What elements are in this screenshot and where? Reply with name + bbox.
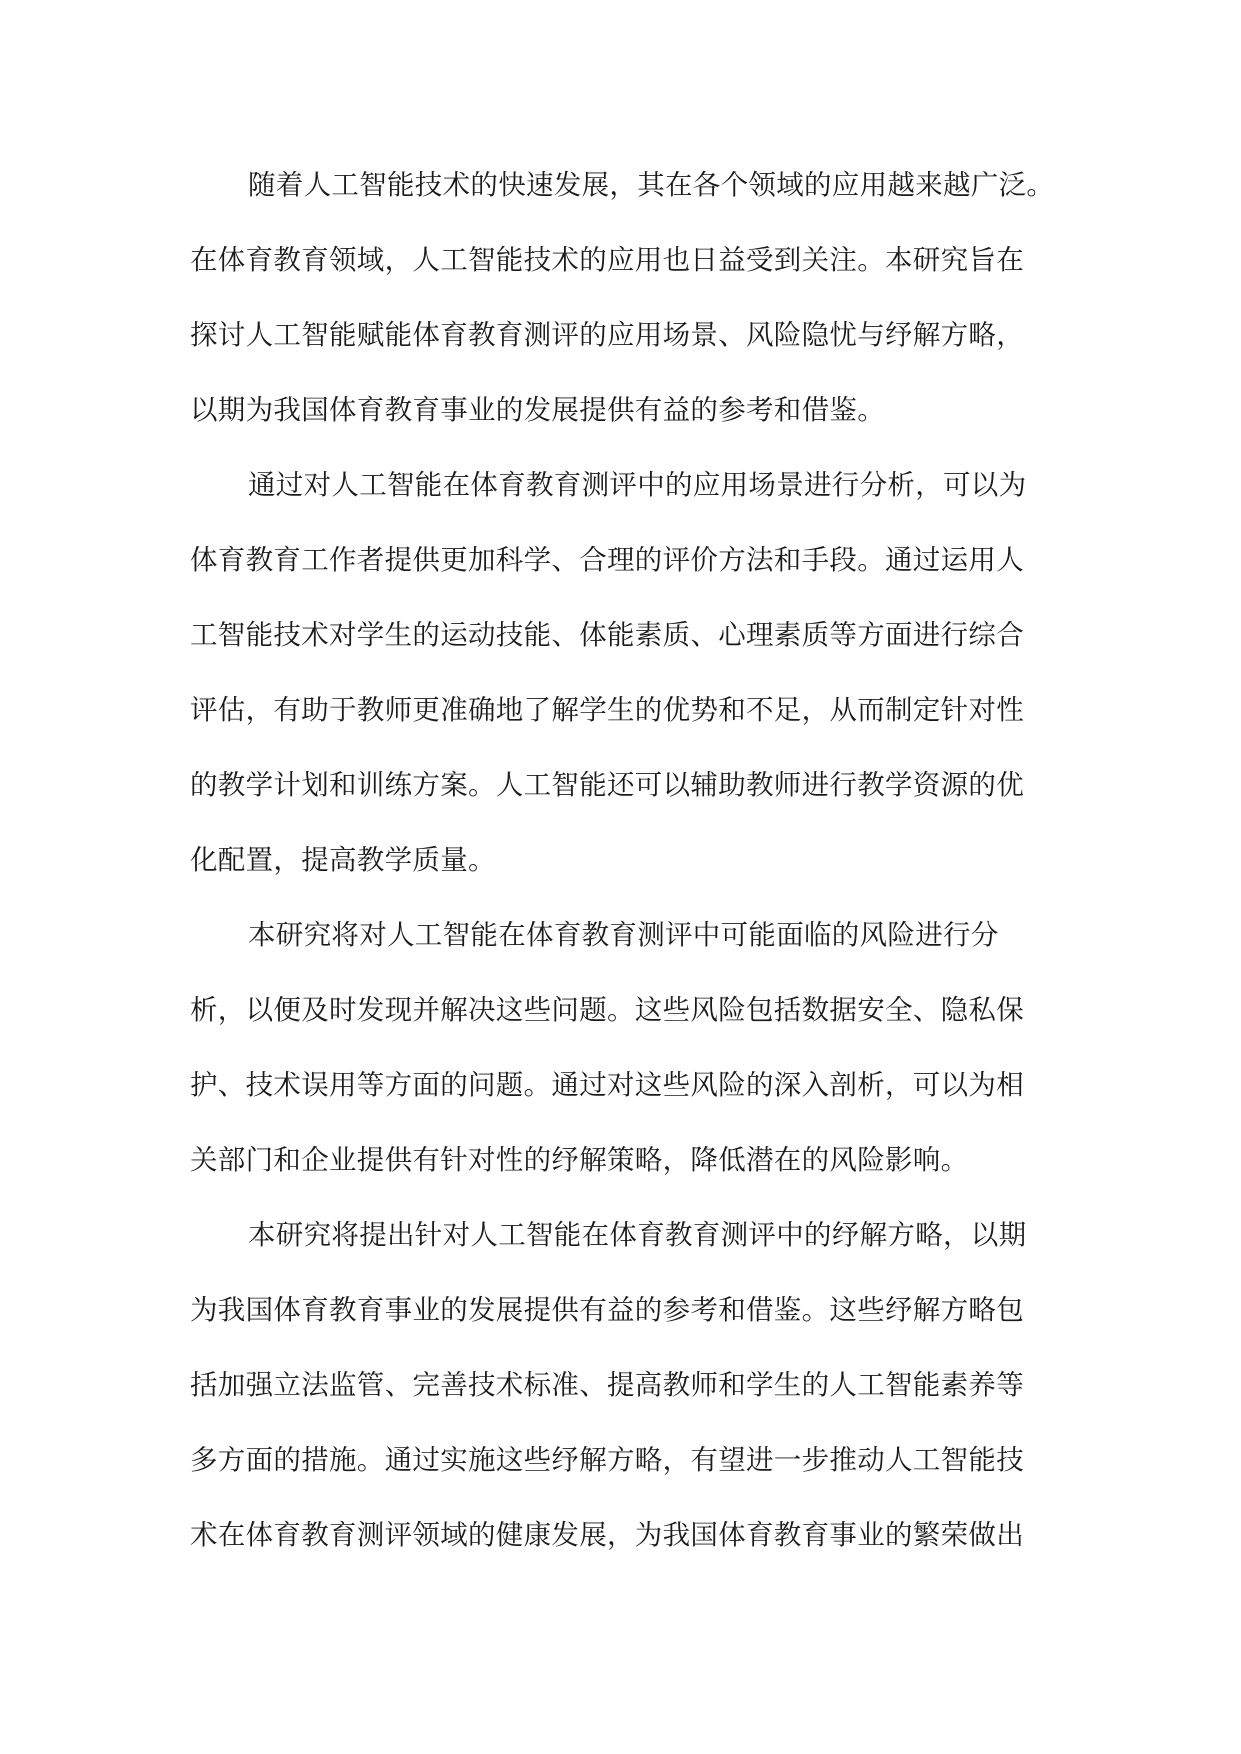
paragraph-4-line-3 [190, 1348, 1070, 1423]
text-line: 关部门和企业提供有针对性的纾解策略，降低潜在的风险影响。 [190, 1144, 969, 1176]
paragraph-1-line-3 [190, 298, 1070, 373]
text-line: 为我国体育教育事业的发展提供有益的参考和借鉴。这些纾解方略包 [190, 1294, 1024, 1326]
text-line: 括加强立法监管、完善技术标准、提高教师和学生的人工智能素养等 [190, 1369, 1024, 1401]
text-line: 多方面的措施。通过实施这些纾解方略，有望进一步推动人工智能技 [190, 1444, 1024, 1476]
text-line: 以期为我国体育教育事业的发展提供有益的参考和借鉴。 [190, 394, 885, 426]
paragraph-1-line-4 [190, 373, 1070, 448]
paragraph-4-line-1 [190, 1198, 1070, 1273]
paragraph-1-line-2 [190, 223, 1070, 298]
body-text [190, 148, 1070, 1573]
paragraph-2-line-2 [190, 523, 1070, 598]
paragraph-4-line-2 [190, 1273, 1070, 1348]
text-line: 术在体育教育测评领域的健康发展，为我国体育教育事业的繁荣做出 [190, 1519, 1024, 1551]
paragraph-2-line-5 [190, 748, 1070, 823]
text-line: 本研究将对人工智能在体育教育测评中可能面临的风险进行分 [248, 919, 999, 951]
text-line: 的教学计划和训练方案。人工智能还可以辅助教师进行教学资源的优 [190, 769, 1024, 801]
text-line: 体育教育工作者提供更加科学、合理的评价方法和手段。通过运用人 [190, 544, 1024, 576]
paragraph-3-line-4 [190, 1123, 1070, 1198]
text-line: 本研究将提出针对人工智能在体育教育测评中的纾解方略，以期 [248, 1219, 1027, 1251]
paragraph-4-line-5 [190, 1498, 1070, 1573]
paragraph-2-line-1 [190, 448, 1070, 523]
text-line: 化配置，提高教学质量。 [190, 844, 496, 876]
paragraph-4-line-4 [190, 1423, 1070, 1498]
paragraph-2-line-6 [190, 823, 1070, 898]
text-line: 工智能技术对学生的运动技能、体能素质、心理素质等方面进行综合 [190, 619, 1024, 651]
paragraph-2-line-4 [190, 673, 1070, 748]
paragraph-3-line-3 [190, 1048, 1070, 1123]
text-line: 评估，有助于教师更准确地了解学生的优势和不足，从而制定针对性 [190, 694, 1024, 726]
paragraph-3-line-2 [190, 973, 1070, 1048]
text-line: 析，以便及时发现并解决这些问题。这些风险包括数据安全、隐私保 [190, 994, 1024, 1026]
text-line: 探讨人工智能赋能体育教育测评的应用场景、风险隐忧与纾解方略， [190, 319, 1024, 351]
text-line: 护、技术误用等方面的问题。通过对这些风险的深入剖析，可以为相 [190, 1069, 1024, 1101]
text-line: 随着人工智能技术的快速发展，其在各个领域的应用越来越广泛。 [248, 169, 1055, 201]
paragraph-3-line-1 [190, 898, 1070, 973]
paragraph-1-line-1 [190, 148, 1070, 223]
text-line: 在体育教育领域，人工智能技术的应用也日益受到关注。本研究旨在 [190, 244, 1024, 276]
paragraph-2-line-3 [190, 598, 1070, 673]
text-line: 通过对人工智能在体育教育测评中的应用场景进行分析，可以为 [248, 469, 1027, 501]
